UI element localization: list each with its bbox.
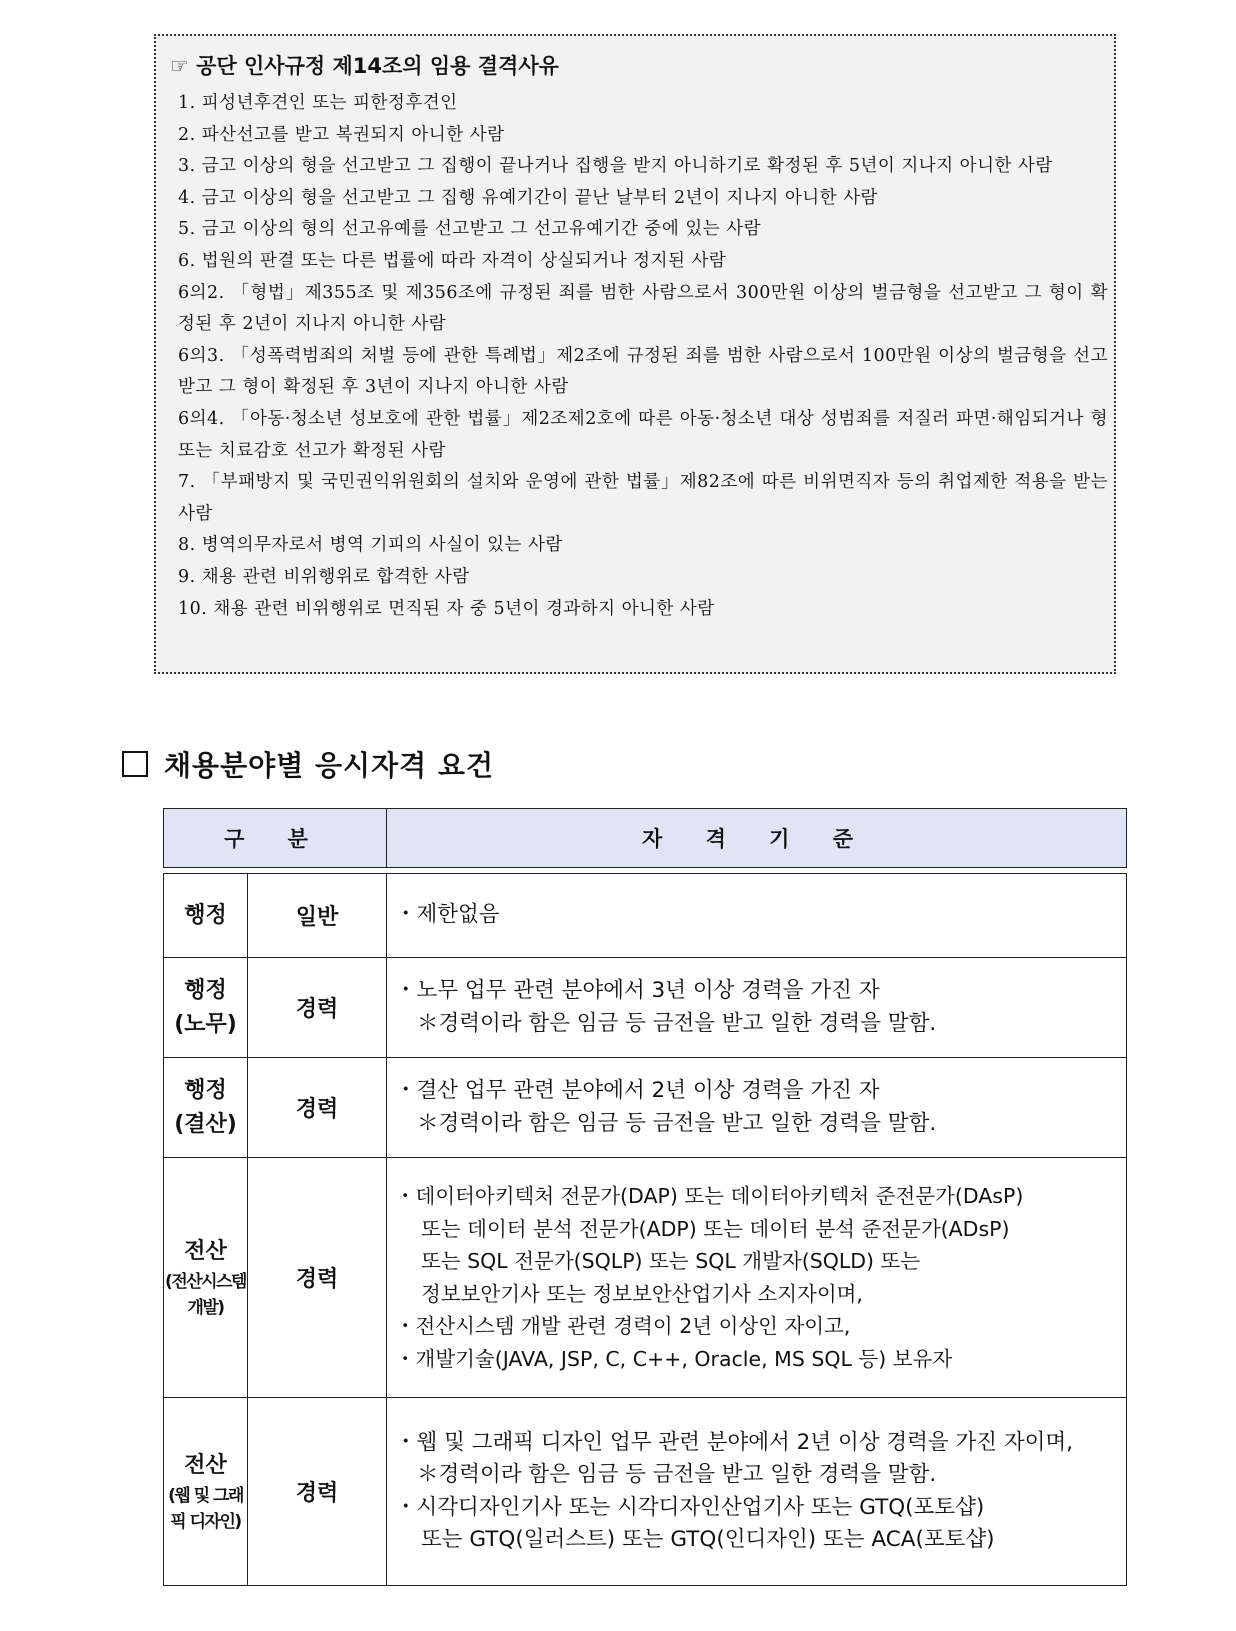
notice-item: 6의4. 「아동·청소년 성보호에 관한 법률」제2조제2호에 따른 아동·청소년 대상 성범죄를 저질러 파면·해임되거나 형 또는 치료감호 선고가 확정된 사람	[178, 408, 1108, 461]
notice-item: 6의2. 「형법」제355조 및 제356조에 규정된 죄를 범한 사람으로서 300만원 이상의 벌금형을 선고받고 그 형이 확정된 후 2년이 지나지 아니한 사람	[178, 282, 1108, 335]
row-type: 경력	[248, 958, 387, 1058]
notice-list	[178, 88, 1108, 625]
row-criteria: ・제한없음	[387, 874, 1127, 958]
row-type: 경력	[248, 1398, 387, 1586]
row-category: 행정 (노무)	[164, 958, 248, 1058]
row-criteria: ・웹 및 그래픽 디자인 업무 관련 분야에서 2년 이상 경력을 가진 자이며, ＊경력이라 함은 임금 등 금전을 받고 일한 경력을 말함. ・시각디자인기사 또는 시각디자인산업기사 또는 GTQ(포토샵) 또는 GTQ(일러스트) 또는 GTQ(인디자인) 또는 ACA(포토샵)	[387, 1398, 1127, 1586]
row-category: 행정	[164, 874, 248, 958]
disqualification-notice-box	[154, 34, 1116, 674]
checkbox-square-icon	[122, 751, 148, 777]
section-heading	[122, 744, 494, 784]
notice-item: 1. 피성년후견인 또는 피한정후견인	[178, 93, 458, 113]
notice-item: 7. 「부패방지 및 국민권익위원회의 설치와 운영에 관한 법률」제82조에 따른 비위면직자 등의 취업제한 적용을 받는 사람	[178, 472, 1108, 524]
notice-item: 2. 파산선고를 받고 복권되지 아니한 사람	[178, 124, 505, 145]
table-row	[164, 958, 1127, 1058]
row-criteria: ・결산 업무 관련 분야에서 2년 이상 경력을 가진 자 ＊경력이라 함은 임금 등 금전을 받고 일한 경력을 말함.	[387, 1058, 1127, 1158]
notice-title: ☞ 공단 인사규정 제14조의 임용 결격사유	[170, 54, 559, 78]
table-header-row	[164, 809, 1127, 868]
table-row	[164, 1058, 1127, 1158]
table-row	[164, 1158, 1127, 1398]
qualification-table	[163, 808, 1127, 1586]
row-category: 전산 (웹 및 그래픽 디자인)	[164, 1398, 248, 1586]
row-category: 행정 (결산)	[164, 1058, 248, 1158]
table-row	[164, 874, 1127, 958]
row-criteria: ・노무 업무 관련 분야에서 3년 이상 경력을 가진 자 ＊경력이라 함은 임금 등 금전을 받고 일한 경력을 말함.	[387, 958, 1127, 1058]
notice-item: 5. 금고 이상의 형의 선고유예를 선고받고 그 선고유예기간 중에 있는 사람	[178, 219, 762, 240]
notice-item: 6의3. 「성폭력범죄의 처벌 등에 관한 특례법」제2조에 규정된 죄를 범한 사람으로서 100만원 이상의 벌금형을 선고받고 그 형이 확정된 후 3년이 지나지 아니한 사람	[178, 345, 1108, 398]
header-criteria: 자 격 기 준	[387, 809, 1127, 868]
row-category: 전산 (전산시스템 개발)	[164, 1158, 248, 1398]
notice-item: 3. 금고 이상의 형을 선고받고 그 집행이 끝나거나 집행을 받지 아니하기로 확정된 후 5년이 지나지 아니한 사람	[178, 156, 1053, 177]
notice-item: 6. 법원의 판결 또는 다른 법률에 따라 자격이 상실되거나 정지된 사람	[178, 250, 727, 271]
row-criteria: ・데이터아키텍처 전문가(DAP) 또는 데이터아키텍처 준전문가(DAsP) 또는 데이터 분석 전문가(ADP) 또는 데이터 분석 준전문가(ADsP) 또는 SQL 전문가(SQLP) 또는 SQL 개발자(SQLD) 또는 정보보안기사 또는 정보보안산업기사 소지자이며, ・전산시스템 개발 관련 경력이 2년 이상인 자이고, ・개발기술(JAVA, JSP, C, C++, Oracle, MS SQL 등) 보유자	[387, 1158, 1127, 1398]
row-type: 경력	[248, 1058, 387, 1158]
notice-item: 9. 채용 관련 비위행위로 합격한 사람	[178, 566, 470, 587]
row-type: 일반	[248, 874, 387, 958]
header-category: 구 분	[164, 809, 387, 868]
section-title: 채용분야별 응시자격 요건	[164, 749, 495, 782]
notice-item: 8. 병역의무자로서 병역 기피의 사실이 있는 사람	[178, 535, 563, 556]
notice-item: 4. 금고 이상의 형을 선고받고 그 집행 유예기간이 끝난 날부터 2년이 지나지 아니한 사람	[178, 187, 878, 208]
notice-item: 10. 채용 관련 비위행위로 면직된 자 중 5년이 경과하지 아니한 사람	[178, 598, 715, 619]
table-row	[164, 1398, 1127, 1586]
row-type: 경력	[248, 1158, 387, 1398]
